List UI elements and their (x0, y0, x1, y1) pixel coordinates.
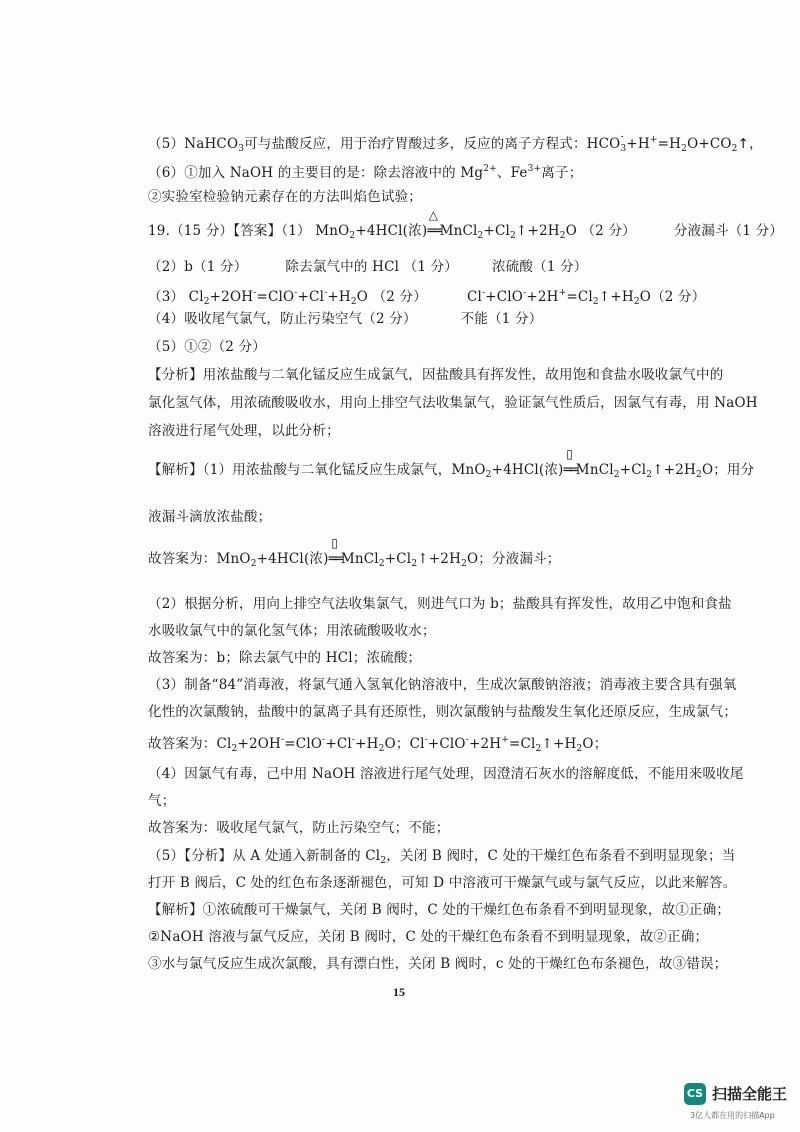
solution-5-analysis-1: （5）【分析】从 A 处通入新制备的 $Cl_2$，关闭 B 阀时，C 处的干燥红色布条看不到明显现象；当 (148, 848, 736, 866)
page-number: 15 (393, 985, 405, 999)
analysis-line-3: 溶液进行尾气处理，以此分析； (148, 423, 340, 439)
camscanner-slogan: 3亿人都在用的扫描App (690, 1111, 775, 1120)
answer-6-part2: ②实验室检验钠元素存在的方法叫焰色试验； (148, 189, 422, 205)
solution-4-line-2: 气； (148, 793, 176, 809)
camscanner-logo-icon: CS (684, 1083, 706, 1105)
analysis-line-1: 【分析】用浓盐酸与二氧化锰反应生成氯气，因盐酸具有挥发性，故用饱和食盐水吸收氯气中的 (148, 367, 724, 383)
answer-4-line: 故答案为：吸收尾气氯气，防止污染空气；不能； (148, 820, 450, 836)
q19-answer-4: （4）吸收尾气氯气，防止污染空气（2 分） 不能（1 分） (148, 311, 543, 327)
solution-1-line: 【解析】（1）用浓盐酸与二氧化锰反应生成氯气，MnO$_2$+4HCl(浓) ▯ $══MnCl_2+Cl_2↑+2H_2O$；用分 (148, 447, 755, 480)
solution-2-line-2: 水吸收氯气中的氯化氢气体；用浓硫酸吸收水； (148, 623, 436, 639)
solution-1-cont: 液漏斗滴放浓盐酸； (148, 509, 272, 525)
answer-6-line: （6）①加入 NaOH 的主要目的是：除去溶液中的 $Mg^{2+}$、$Fe^{3+}$离子； (148, 164, 583, 181)
q19-answer-3: （3） $Cl_2+2OH^-=ClO^-+Cl^-+H_2O$ （2 分） $Cl^-+ClO^-+2H^+=Cl_2↑+H_2O(2$ 分） (148, 288, 706, 307)
solution-3-line-1: （3）制备“84”消毒液，将氯气通入氢氧化钠溶液中，生成次氯酸钠溶液；消毒液主要含具有强氧 (148, 677, 737, 693)
answer-3-line: 故答案为：$Cl_2+2OH^-=ClO^-+Cl^-+H_2O$；$Cl^-+ClO^-+2H^+=Cl_2↑+H_2O$； (148, 735, 608, 754)
analysis-line-2: 氯化氢气体，用浓硫酸吸收水，用向上排空气法收集氯气，验证氯气性质后，因氯气有毒，用 NaOH (148, 395, 758, 411)
solution-5-analysis-3: 【解析】①浓硫酸可干燥氯气，关闭 B 阀时，C 处的干燥红色布条看不到明显现象，故①正确； (148, 902, 731, 918)
answer-5-line: （5）NaHCO$_3$可与盐酸反应，用于治疗胃酸过多，反应的离子方程式：HCO - $_3+H^+=H_2O+CO_2↑$， (148, 132, 763, 154)
q19-answer-2: （2）b（1 分） 除去氯气中的 HCl （1 分） 浓硫酸（1 分） (148, 259, 588, 275)
solution-3-line-2: 化性的次氯酸钠，盐酸中的氯离子具有还原性，则次氯酸钠与盐酸发生氧化还原反应，生成氯气； (148, 704, 738, 720)
solution-2-line-1: （2）根据分析，用向上排空气法收集氯气，则进气口为 b；盐酸具有挥发性，故用乙中饱和食盐 (148, 596, 732, 612)
answer-2-line: 故答案为：b；除去氯气中的 HCl；浓硫酸； (148, 650, 422, 666)
camscanner-name: 扫描全能王 (712, 1085, 788, 1103)
q19-answer-1: 19.（15 分）【答案】（1） MnO$_2$+4HCl(浓) △ $══MnCl_2+Cl_2↑+2H_2O$ （2 分） 分液漏斗（1 分） (148, 208, 784, 241)
answer-1-line: 故答案为：MnO$_2$+4HCl(浓) ▯ $══MnCl_2+Cl_2↑+2H_2O$；分液漏斗； (148, 536, 561, 569)
condition-box-icon: ▯ (331, 536, 339, 550)
solution-5-analysis-4: ②NaOH 溶液与氯气反应，关闭 B 阀时，C 处的干燥红色布条看不到明显现象，故②正确； (148, 929, 709, 945)
solution-4-line-1: （4）因氯气有毒，己中用 NaOH 溶液进行尾气处理，因澄清石灰水的溶解度低，不能用来吸收尾 (148, 766, 744, 782)
solution-5-analysis-5: ③水与氯气反应生成次氯酸，具有漂白性，关闭 B 阀时，c 处的干燥红色布条褪色，故③错误； (148, 956, 728, 972)
heat-condition: △ (428, 208, 439, 222)
condition-box-icon: ▯ (566, 447, 574, 461)
solution-5-analysis-2: 打开 B 阀后，C 处的红色布条逐渐褪色，可知 D 中溶液可干燥氯气或与氯气反应，以此来解答。 (148, 875, 737, 891)
q19-answer-5: （5）①②（2 分） (148, 339, 266, 355)
